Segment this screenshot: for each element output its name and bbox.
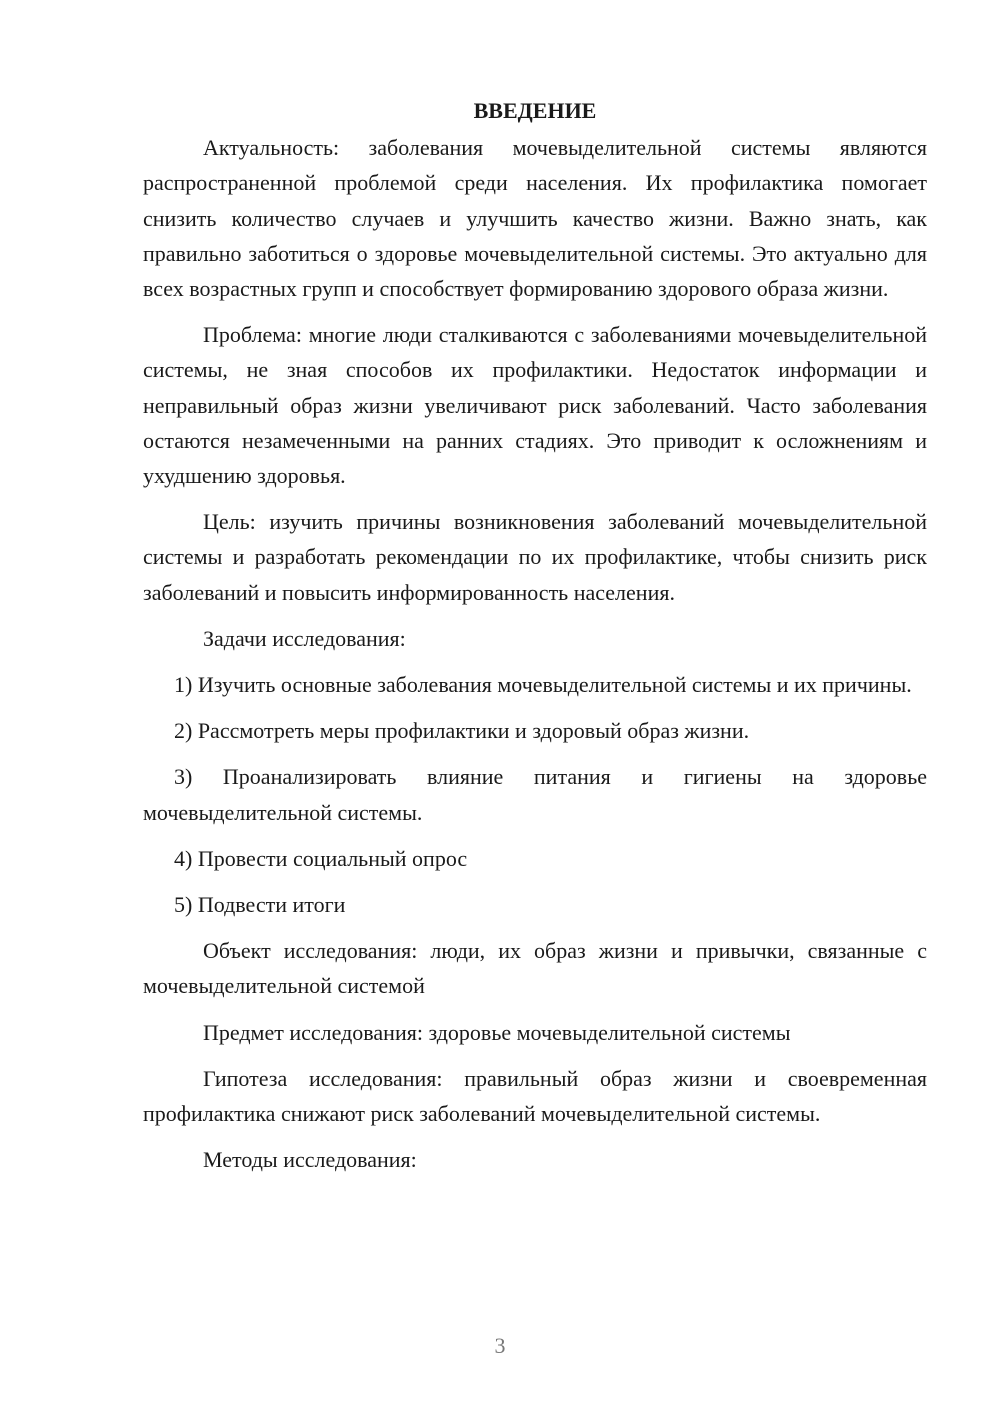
task-item-5: 5) Подвести итоги xyxy=(174,892,346,918)
hypothesis-paragraph: Гипотеза исследования: правильный образ жизни и своевременная профилактика снижают риск заболеваний мочевыделительной системы. xyxy=(143,1065,927,1127)
task-item-1: 1) Изучить основные заболевания мочевыделительной системы и их причины. xyxy=(174,672,912,698)
task-item-4: 4) Провести социальный опрос xyxy=(174,845,468,871)
relevance-paragraph: Актуальность: заболевания мочевыделительной системы являются распространенной проблемой среди населения. Их профилактика помогает снизить количество случаев и улучшить качество жизни. Важно знать, как правильно заботиться о здоровье мочевыделительной системы. Это актуально для всех возрастных групп и способствует формированию здорового образа жизни. xyxy=(143,135,927,302)
task-item-3: 3) Проанализировать влияние питания и гигиены на здоровье мочевыделительной системы. xyxy=(143,764,927,825)
page-number: 3 xyxy=(494,1333,506,1358)
goal-paragraph: Цель: изучить причины возникновения заболеваний мочевыделительной системы и разработать рекомендации по их профилактике, чтобы снизить риск заболеваний и повысить информированность населения. xyxy=(143,509,927,605)
methods-heading: Методы исследования: xyxy=(203,1147,417,1173)
section-title: ВВЕДЕНИЕ xyxy=(473,98,597,123)
task-item-2: 2) Рассмотреть меры профилактики и здоровый образ жизни. xyxy=(174,718,750,744)
tasks-heading: Задачи исследования: xyxy=(203,625,406,651)
problem-paragraph: Проблема: многие люди сталкиваются с заболеваниями мочевыделительной системы, не зная способов их профилактики. Недостаток информации и неправильный образ жизни увеличивают риск заболеваний. Часто заболевания остаются незамеченными на ранних стадиях. Это приводит к осложнениям и ухудшению здоровья. xyxy=(143,322,927,489)
subject-paragraph: Предмет исследования: здоровье мочевыделительной системы xyxy=(203,1019,791,1045)
object-paragraph: Объект исследования: люди, их образ жизни и привычки, связанные с мочевыделительной системой xyxy=(143,938,927,999)
document-body xyxy=(143,93,927,1188)
